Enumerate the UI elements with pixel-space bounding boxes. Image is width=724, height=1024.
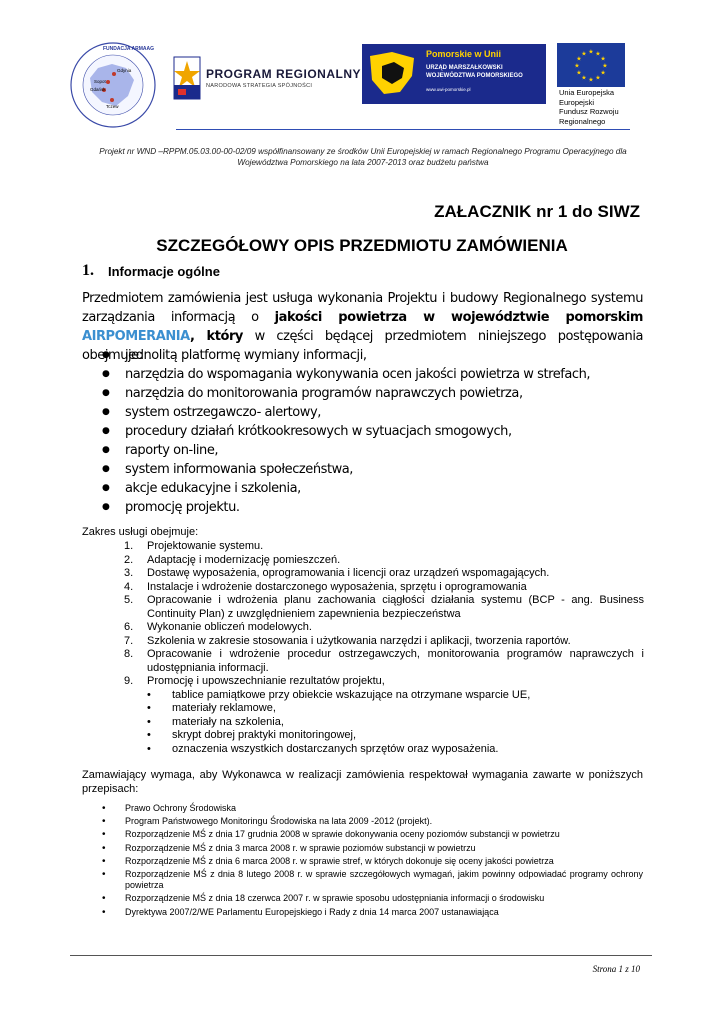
- eu-star-icon: ★: [576, 55, 582, 63]
- list-item: ● narzędzia do monitorowania programów naprawczych powietrza,: [100, 384, 590, 403]
- eu-text-line: Regionalnego: [559, 116, 606, 126]
- eu-star-icon: ★: [576, 69, 582, 77]
- regulations-list: [100, 803, 643, 920]
- program-regionalny-logo: [172, 55, 362, 105]
- pomorskie-url: www.uwi-pomorskie.pl: [426, 87, 471, 92]
- item-number: 3.: [124, 567, 134, 579]
- pomorskie-logo: [362, 44, 546, 104]
- item-number: 8.: [124, 648, 134, 660]
- list-item: • Rozporządzenie MŚ z dnia 17 grudnia 2008 w sprawie dokonywania oceny poziomów substancji w powietrzu: [100, 829, 643, 840]
- list-item: • Dyrektywa 2007/2/WE Parlamentu Europejskiego i Rady z dnia 14 marca 2007 ustanawiająca: [100, 907, 643, 918]
- item-text: Adaptację i modernizację pomieszczeń.: [147, 553, 341, 566]
- city-label: Gdańsk: [90, 87, 106, 92]
- item-text: Szkolenia w zakresie stosowania i użytkowania narzędzi i aplikacji, tworzenia raportów.: [147, 634, 571, 647]
- service-list: [124, 540, 644, 756]
- city-label: Tczew: [106, 104, 119, 109]
- main-title: SZCZEGÓŁOWY OPIS PRZEDMIOTU ZAMÓWIENIA: [156, 236, 568, 255]
- eu-star-icon: ★: [602, 62, 608, 70]
- airpomerania-highlight: AIRPOMERANIA: [82, 329, 190, 344]
- list-item: • Rozporządzenie MŚ z dnia 8 lutego 2008 r. w sprawie szczegółowych wymagań, jakim powinny odpowiadać programy ochrony powietrza: [100, 869, 643, 891]
- list-item: • Program Państwowego Monitoringu Środowiska na lata 2009 -2012 (projekt).: [100, 816, 643, 827]
- eu-flag-logo: [557, 43, 625, 87]
- city-label: Gdynia: [117, 68, 132, 73]
- item-number: 9.: [124, 675, 134, 687]
- list-item: ● procedury działań krótkookresowych w sytuacjach smogowych,: [100, 422, 590, 441]
- list-item: [124, 594, 644, 621]
- eu-star-icon: ★: [574, 62, 580, 70]
- eu-text-line: Fundusz Rozwoju: [559, 107, 619, 116]
- list-item: [124, 540, 644, 554]
- footer-divider: [70, 955, 652, 956]
- list-item: ● promocję projektu.: [100, 498, 590, 517]
- list-item: ● jednolitą platformę wymiany informacji,: [100, 346, 590, 365]
- fundacja-name: FUNDACJA ARMAAG: [103, 46, 155, 52]
- city-label: Sopot: [94, 79, 106, 84]
- list-item: [124, 675, 644, 756]
- pomorskie-line-1: URZĄD MARSZAŁKOWSKI: [426, 65, 503, 71]
- eu-fund-text: [559, 88, 639, 126]
- item-number: 7.: [124, 634, 134, 647]
- project-info: Projekt nr WND –RPPM.05.03.00-00-02/09 współfinansowany ze środków Unii Europejskiej w ramach Regionalnego Programu Operacyjnego dla Województwa Pomorskiego na lata 2007-2013 oraz budżetu państwa: [99, 147, 627, 167]
- requirements-intro: Zamawiający wymaga, aby Wykonawca w realizacji zamówienia respektował wymagania zawarte w poniższych przepisach:: [82, 769, 643, 795]
- eu-text-line: Unia Europejska: [559, 88, 615, 97]
- eu-star-icon: ★: [588, 48, 594, 56]
- eu-star-icon: ★: [581, 74, 587, 82]
- program-title: PROGRAM REGIONALNY: [206, 67, 362, 81]
- list-item: ● system informowania społeczeństwa,: [100, 460, 590, 479]
- item-text: Opracowanie i wdrożenie procedur ostrzegawczych, monitorowania programów naprawczych i udostępniania informacji.: [147, 648, 644, 674]
- list-item: [124, 581, 644, 595]
- eu-star-icon: ★: [595, 50, 601, 58]
- eu-text-line: Europejski: [559, 97, 595, 107]
- eu-star-icon: ★: [600, 55, 606, 63]
- eu-star-icon: ★: [588, 76, 594, 84]
- list-item: ● akcje edukacyjne i szkolenia,: [100, 479, 590, 498]
- intro-bold: , który: [190, 329, 243, 344]
- item-text: Promocję i upowszechnianie rezultatów projektu,: [147, 675, 385, 687]
- list-item: • Rozporządzenie MŚ z dnia 18 czerwca 2007 r. w sprawie sposobu udostępniania informacji o środowisku: [100, 893, 643, 904]
- list-item: [124, 648, 644, 675]
- item-text: Opracowanie i wdrożenia planu zachowania ciągłości działania systemu (BCP - ang. Business Continuity Plan) z uwzględnieniem zapewnienia bezpieczeństwa: [147, 594, 644, 620]
- eu-star-icon: ★: [600, 69, 606, 77]
- section-title: Informacje ogólne: [108, 264, 220, 279]
- list-item: • materiały na szkolenia,: [147, 716, 644, 730]
- eu-star-icon: ★: [595, 74, 601, 82]
- list-item: ● narzędzia do wspomagania wykonywania ocen jakości powietrza w strefach,: [100, 365, 590, 384]
- program-subtitle: NARODOWA STRATEGIA SPÓJNOŚCI: [206, 83, 313, 89]
- list-item: • skrypt dobrej praktyki monitoringowej,: [147, 729, 644, 743]
- section-number: 1.: [82, 262, 94, 279]
- list-item: • Prawo Ochrony Środowiska: [100, 803, 643, 814]
- intro-text: w części będącej przedmiotem niniejszego postępowania obejmuje:: [82, 329, 643, 363]
- list-item: • Rozporządzenie MŚ z dnia 3 marca 2008 r. w sprawie poziomów substancji w powietrzu: [100, 843, 643, 854]
- list-item: [124, 554, 644, 568]
- list-item: • materiały reklamowe,: [147, 702, 644, 716]
- item-text: Projektowanie systemu.: [147, 540, 264, 552]
- pomorskie-line-2: WOJEWÓDZTWA POMORSKIEGO: [426, 73, 523, 79]
- intro-text: Przedmiotem zamówienia jest usługa wykonania Projektu i budowy Regionalnego systemu zarządzania informacją o: [82, 291, 643, 325]
- list-item: [124, 621, 644, 635]
- item-number: 2.: [124, 553, 134, 566]
- item-number: 5.: [124, 594, 134, 606]
- item-text: Dostawę wyposażenia, oprogramowania i licencji oraz urządzeń wspomagających.: [147, 567, 550, 579]
- item-number: 1.: [124, 540, 134, 552]
- item-text: Wykonanie obliczeń modelowych.: [147, 621, 312, 633]
- eu-star-icon: ★: [581, 50, 587, 58]
- scope-list: [100, 346, 590, 517]
- item-number: 6.: [124, 621, 134, 633]
- page-number: Strona 1 z 10: [592, 964, 640, 974]
- list-item: ● raporty on-line,: [100, 441, 590, 460]
- item-number: 4.: [124, 580, 134, 593]
- list-item: [124, 635, 644, 649]
- list-item: ● system ostrzegawczo- alertowy,: [100, 403, 590, 422]
- pomorskie-title: Pomorskie w Unii: [426, 49, 502, 59]
- annex-title: ZAŁACZNIK nr 1 do SIWZ: [434, 202, 640, 221]
- intro-bold: jakości powietrza w województwie pomorskim: [274, 310, 643, 325]
- service-scope-label: Zakres usługi obejmuje:: [82, 526, 199, 538]
- list-item: • Rozporządzenie MŚ z dnia 6 marca 2008 r. w sprawie stref, w których dokonuje się oceny jakości powietrza: [100, 856, 643, 867]
- list-item: • oznaczenia wszystkich dostarczanych sprzętów oraz wyposażenia.: [147, 743, 644, 757]
- fundacja-armaag-logo: [68, 40, 158, 130]
- promo-sublist: [147, 689, 644, 757]
- item-text: Instalacje i wdrożenie dostarczonego wyposażenia, sprzętu i oprogramowania: [147, 580, 527, 593]
- header-divider: [176, 129, 630, 130]
- list-item: [124, 567, 644, 581]
- list-item: • tablice pamiątkowe przy obiekcie wskazujące na otrzymane wsparcie UE,: [147, 689, 644, 703]
